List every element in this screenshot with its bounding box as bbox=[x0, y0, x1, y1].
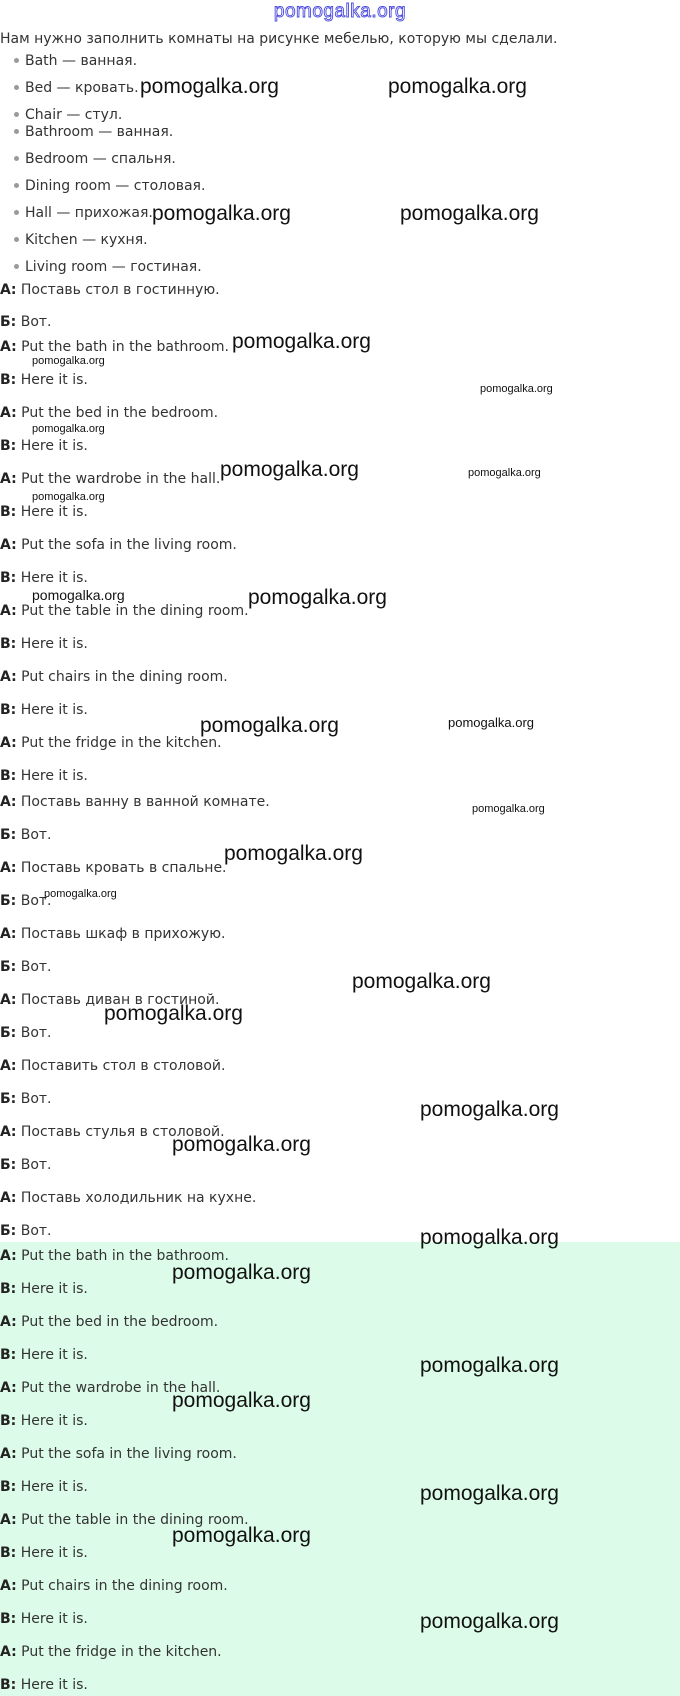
dialogue-line: Б: Вот. bbox=[0, 1223, 52, 1239]
vocab-item: Bedroom — спальня. bbox=[14, 148, 176, 170]
watermark: pomogalka.org bbox=[400, 202, 539, 225]
answer-line: A: Put the bed in the bedroom. bbox=[0, 1314, 219, 1330]
dialogue-line: A: Put the bed in the bedroom. bbox=[0, 405, 219, 421]
vocab-item: Chair — стул. bbox=[14, 104, 122, 126]
bullet-icon bbox=[14, 237, 19, 242]
watermark: pomogalka.org bbox=[472, 803, 545, 815]
dialogue-line: A: Put chairs in the dining room. bbox=[0, 669, 228, 685]
watermark: pomogalka.org bbox=[44, 888, 117, 900]
dialogue-line: A: Put the wardrobe in the hall. bbox=[0, 471, 221, 487]
watermark: pomogalka.org bbox=[172, 1261, 311, 1284]
dialogue-line: A: Put the bath in the bathroom. bbox=[0, 339, 229, 355]
bullet-icon bbox=[14, 129, 19, 134]
dialogue-line: A: Put the table in the dining room. bbox=[0, 603, 249, 619]
watermark: pomogalka.org bbox=[480, 383, 553, 395]
dialogue-line: A: Put the sofa in the living room. bbox=[0, 537, 237, 553]
watermark: pomogalka.org bbox=[140, 75, 279, 98]
answer-line: B: Here it is. bbox=[0, 1413, 88, 1429]
bullet-icon bbox=[14, 210, 19, 215]
answer-line: A: Put the wardrobe in the hall. bbox=[0, 1380, 221, 1396]
vocab-item: Kitchen — кухня. bbox=[14, 229, 148, 251]
dialogue-line: Б: Вот. bbox=[0, 893, 52, 909]
vocab-item: Dining room — столовая. bbox=[14, 175, 205, 197]
dialogue-line: А: Поставить стол в столовой. bbox=[0, 1058, 226, 1074]
bullet-icon bbox=[14, 183, 19, 188]
watermark: pomogalka.org bbox=[32, 423, 105, 435]
dialogue-line: А: Поставь холодильник на кухне. bbox=[0, 1190, 257, 1206]
watermark: pomogalka.org bbox=[172, 1133, 311, 1156]
watermark: pomogalka.org bbox=[200, 714, 339, 737]
dialogue-line: B: Here it is. bbox=[0, 372, 88, 388]
dialogue-line: А: Поставь стулья в столовой. bbox=[0, 1124, 225, 1140]
watermark: pomogalka.org bbox=[248, 586, 387, 609]
watermark: pomogalka.org bbox=[172, 1389, 311, 1412]
dialogue-line: Б: Вот. bbox=[0, 1025, 52, 1041]
watermark: pomogalka.org bbox=[420, 1610, 559, 1633]
dialogue-line: Б: Вот. bbox=[0, 959, 52, 975]
dialogue-line: B: Here it is. bbox=[0, 570, 88, 586]
answer-line: B: Here it is. bbox=[0, 1347, 88, 1363]
dialogue-line: A: Put the fridge in the kitchen. bbox=[0, 735, 222, 751]
dialogue-line: B: Here it is. bbox=[0, 768, 88, 784]
watermark: pomogalka.org bbox=[32, 355, 105, 367]
watermark: pomogalka.org bbox=[388, 75, 527, 98]
answer-line: B: Here it is. bbox=[0, 1545, 88, 1561]
dialogue-line: Б: Вот. bbox=[0, 314, 52, 330]
vocab-item: Bathroom — ванная. bbox=[14, 121, 173, 143]
dialogue-line: А: Поставь стол в гостинную. bbox=[0, 282, 220, 298]
dialogue-line: B: Here it is. bbox=[0, 636, 88, 652]
answer-line: A: Put chairs in the dining room. bbox=[0, 1578, 228, 1594]
vocab-item: Bed — кровать. bbox=[14, 77, 139, 99]
bullet-icon bbox=[14, 58, 19, 63]
watermark: pomogalka.org bbox=[420, 1482, 559, 1505]
watermark: pomogalka.org bbox=[224, 842, 363, 865]
watermark: pomogalka.org bbox=[32, 587, 125, 603]
dialogue-line: Б: Вот. bbox=[0, 1091, 52, 1107]
vocab-item: Living room — гостиная. bbox=[14, 256, 202, 278]
watermark: pomogalka.org bbox=[420, 1098, 559, 1121]
answer-line: A: Put the sofa in the living room. bbox=[0, 1446, 237, 1462]
bullet-icon bbox=[14, 112, 19, 117]
dialogue-line: B: Here it is. bbox=[0, 504, 88, 520]
dialogue-line: B: Here it is. bbox=[0, 438, 88, 454]
site-logo: pomogalka.org bbox=[273, 1, 407, 22]
bullet-icon bbox=[14, 264, 19, 269]
vocab-item: Bath — ванная. bbox=[14, 50, 137, 72]
watermark: pomogalka.org bbox=[468, 467, 541, 479]
vocab-item: Hall — прихожая. bbox=[14, 202, 153, 224]
dialogue-line: Б: Вот. bbox=[0, 827, 52, 843]
answer-line: B: Here it is. bbox=[0, 1281, 88, 1297]
watermark: pomogalka.org bbox=[448, 715, 534, 730]
watermark: pomogalka.org bbox=[420, 1354, 559, 1377]
dialogue-line: Б: Вот. bbox=[0, 1157, 52, 1173]
answer-line: B: Here it is. bbox=[0, 1611, 88, 1627]
dialogue-line: А: Поставь диван в гостиной. bbox=[0, 992, 220, 1008]
watermark: pomogalka.org bbox=[152, 202, 291, 225]
watermark: pomogalka.org bbox=[232, 330, 371, 353]
dialogue-line: А: Поставь ванну в ванной комнате. bbox=[0, 794, 270, 810]
watermark: pomogalka.org bbox=[172, 1524, 311, 1547]
watermark: pomogalka.org bbox=[220, 458, 359, 481]
answer-line: B: Here it is. bbox=[0, 1479, 88, 1495]
answer-line: A: Put the fridge in the kitchen. bbox=[0, 1644, 222, 1660]
watermark: pomogalka.org bbox=[420, 1226, 559, 1249]
dialogue-line: B: Here it is. bbox=[0, 702, 88, 718]
watermark: pomogalka.org bbox=[352, 970, 491, 993]
dialogue-line: А: Поставь кровать в спальне. bbox=[0, 860, 227, 876]
task-intro: Нам нужно заполнить комнаты на рисунке мебелью, которую мы сделали. bbox=[0, 31, 558, 47]
watermark: pomogalka.org bbox=[32, 491, 105, 503]
bullet-icon bbox=[14, 156, 19, 161]
answer-line: B: Here it is. bbox=[0, 1677, 88, 1693]
dialogue-line: А: Поставь шкаф в прихожую. bbox=[0, 926, 226, 942]
answer-line: A: Put the table in the dining room. bbox=[0, 1512, 249, 1528]
answer-line: A: Put the bath in the bathroom. bbox=[0, 1248, 229, 1264]
watermark: pomogalka.org bbox=[104, 1002, 243, 1025]
bullet-icon bbox=[14, 85, 19, 90]
